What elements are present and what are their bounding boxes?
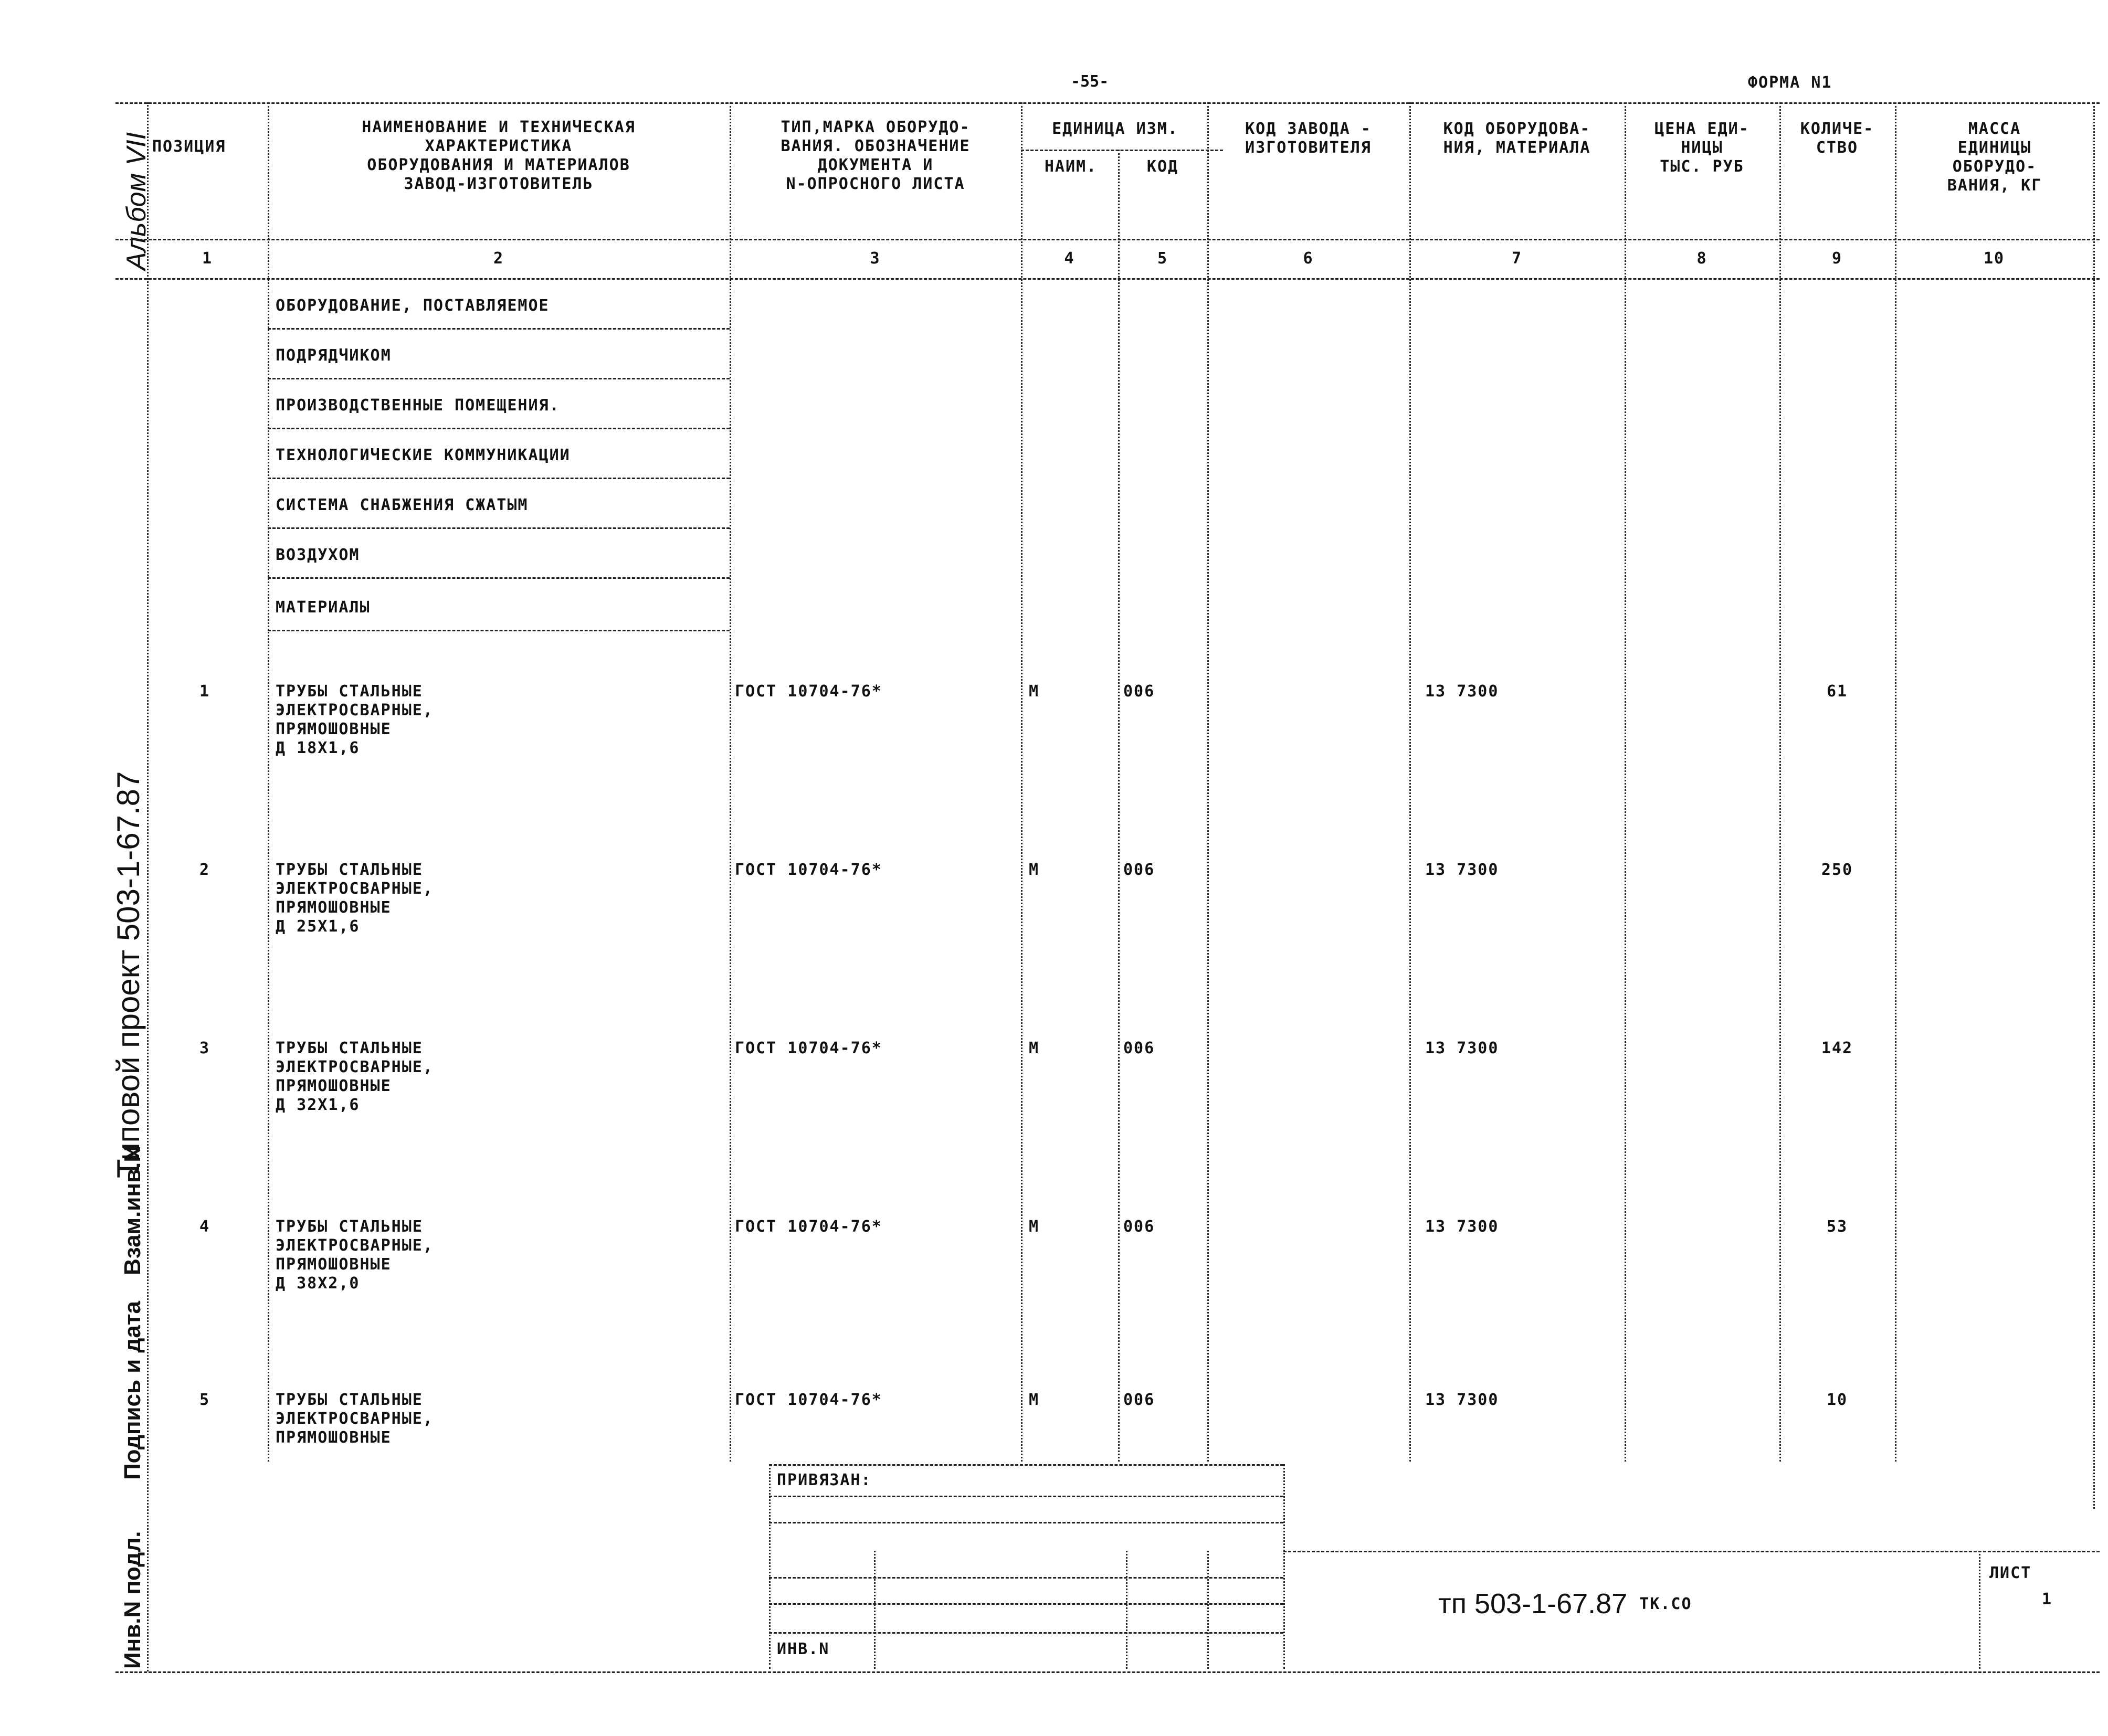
header-bottom-border: [115, 239, 2100, 240]
stamp-line: [769, 1496, 1283, 1497]
col-divider-4: [1118, 150, 1120, 1462]
stamp-line: [769, 1632, 1283, 1634]
col-border-left: [147, 102, 149, 1671]
section-sep: [268, 478, 730, 479]
page-bottom-border: [115, 1671, 2100, 1673]
section-heading: ВОЗДУХОМ: [276, 546, 360, 564]
stamp-sheet-number: 1: [2042, 1590, 2053, 1608]
table-top-border: [115, 102, 2100, 104]
doc-code-suffix: ТК.СО: [1639, 1595, 1692, 1613]
item-doc: ГОСТ 10704-76*: [735, 1218, 882, 1236]
section-sep: [268, 328, 730, 330]
colnum-8: 8: [1696, 249, 1708, 268]
side-label-stamp2: Подпись и дата: [120, 1301, 145, 1480]
header-position: ПОЗИЦИЯ: [152, 137, 226, 156]
header-factory-code: КОД ЗАВОДА - ИЗГОТОВИТЕЛЯ: [1245, 120, 1372, 157]
section-heading: ПРОИЗВОДСТВЕННЫЕ ПОМЕЩЕНИЯ.: [276, 396, 560, 415]
item-material-code: 13 7300: [1425, 1218, 1499, 1236]
col-divider-6: [1409, 102, 1411, 1462]
page-number: -55-: [1071, 72, 1109, 91]
colnum-3: 3: [870, 249, 881, 268]
col-divider-7: [1625, 102, 1626, 1462]
item-unit-code: 006: [1123, 682, 1155, 701]
stamp-divider: [1126, 1551, 1127, 1669]
header-quantity: КОЛИЧЕ- СТВО: [1800, 120, 1874, 157]
side-label-project: Типовой проект 503-1-67.87: [111, 771, 146, 1178]
header-price: ЦЕНА ЕДИ- НИЦЫ ТЫС. РУБ: [1654, 120, 1749, 176]
stamp-line: [769, 1577, 1283, 1579]
item-unit-code: 006: [1123, 1039, 1155, 1057]
header-unit-code: КОД: [1146, 157, 1179, 176]
stamp-divider: [1207, 1551, 1209, 1669]
item-quantity: 53: [1826, 1218, 1848, 1236]
col-divider-9: [1895, 102, 1896, 1462]
section-heading: ТЕХНОЛОГИЧЕСКИЕ КОММУНИКАЦИИ: [276, 446, 571, 464]
item-quantity: 61: [1826, 682, 1848, 701]
item-doc: ГОСТ 10704-76*: [735, 1039, 882, 1057]
colnum-2: 2: [493, 249, 504, 268]
colnum-bottom-border: [115, 278, 2100, 280]
col-divider-5: [1207, 102, 1209, 1462]
stamp-line: [769, 1464, 1283, 1466]
item-name: ТРУБЫ СТАЛЬНЫЕ ЭЛЕКТРОСВАРНЫЕ, ПРЯМОШОВНЫЕ Д 32Х1,6: [276, 1039, 434, 1114]
colnum-9: 9: [1831, 249, 1843, 268]
header-unit: ЕДИНИЦА ИЗМ.: [1052, 120, 1178, 138]
item-unit: М: [1029, 1391, 1040, 1409]
stamp-line: [769, 1603, 1283, 1605]
stamp-divider: [1283, 1464, 1285, 1669]
item-doc: ГОСТ 10704-76*: [735, 682, 882, 701]
col-divider-8: [1779, 102, 1781, 1462]
side-label-stamp1: Взам.инв.N: [120, 1146, 145, 1275]
section-sep: [268, 378, 730, 379]
doc-code-text: тп 503-1-67.87: [1438, 1588, 1628, 1619]
item-unit-code: 006: [1123, 861, 1155, 879]
stamp-divider: [1979, 1551, 1980, 1669]
side-label-album: Альбом VII: [121, 132, 152, 270]
item-doc: ГОСТ 10704-76*: [735, 861, 882, 879]
item-doc: ГОСТ 10704-76*: [735, 1391, 882, 1409]
item-unit: М: [1029, 682, 1040, 701]
colnum-4: 4: [1064, 249, 1075, 268]
item-material-code: 13 7300: [1425, 1039, 1499, 1057]
header-unit-name: НАИМ.: [1044, 157, 1098, 176]
colnum-7: 7: [1511, 249, 1523, 268]
header-mass: МАССА ЕДИНИЦЫ ОБОРУДО- ВАНИЯ, КГ: [1947, 120, 2042, 195]
item-material-code: 13 7300: [1425, 1391, 1499, 1409]
item-name: ТРУБЫ СТАЛЬНЫЕ ЭЛЕКТРОСВАРНЫЕ, ПРЯМОШОВНЫЕ Д 18Х1,6: [276, 682, 434, 757]
units-split-line: [1021, 150, 1223, 151]
stamp-line: [1283, 1551, 2100, 1552]
colnum-5: 5: [1157, 249, 1168, 268]
item-material-code: 13 7300: [1425, 682, 1499, 701]
section-heading: ОБОРУДОВАНИЕ, ПОСТАВЛЯЕМОЕ: [276, 297, 550, 315]
section-heading: ПОДРЯДЧИКОМ: [276, 346, 392, 365]
col-divider-1: [268, 102, 269, 1462]
col-border-right: [2093, 102, 2095, 1509]
section-sep: [268, 577, 730, 579]
item-unit: М: [1029, 1218, 1040, 1236]
item-quantity: 142: [1821, 1039, 1853, 1057]
section-sep: [268, 527, 730, 529]
item-unit-code: 006: [1123, 1218, 1155, 1236]
colnum-6: 6: [1303, 249, 1314, 268]
col-divider-3: [1021, 102, 1023, 1462]
stamp-line: [769, 1522, 1283, 1523]
item-material-code: 13 7300: [1425, 861, 1499, 879]
item-position: 3: [199, 1039, 210, 1057]
item-position: 1: [199, 682, 210, 701]
form-label: ФОРМА N1: [1748, 73, 1832, 92]
item-position: 5: [199, 1391, 210, 1409]
header-name: НАИМЕНОВАНИЕ И ТЕХНИЧЕСКАЯ ХАРАКТЕРИСТИКА ОБОРУДОВАНИЯ И МАТЕРИАЛОВ ЗАВОД-ИЗГОТОВИТЕЛЬ: [362, 118, 636, 193]
colnum-1: 1: [202, 249, 213, 268]
item-name: ТРУБЫ СТАЛЬНЫЕ ЭЛЕКТРОСВАРНЫЕ, ПРЯМОШОВНЫЕ Д 25Х1,6: [276, 861, 434, 936]
stamp-divider: [769, 1464, 771, 1669]
section-heading: МАТЕРИАЛЫ: [276, 598, 371, 617]
stamp-linked-label: ПРИВЯЗАН:: [777, 1471, 872, 1489]
item-position: 4: [199, 1218, 210, 1236]
item-position: 2: [199, 861, 210, 879]
col-divider-2: [730, 102, 731, 1462]
header-type: ТИП,МАРКА ОБОРУДО- ВАНИЯ. ОБОЗНАЧЕНИЕ ДОКУМЕНТА И N-ОПРОСНОГО ЛИСТА: [781, 118, 971, 193]
item-quantity: 250: [1821, 861, 1853, 879]
header-material-code: КОД ОБОРУДОВА- НИЯ, МАТЕРИАЛА: [1443, 120, 1591, 157]
colnum-10: 10: [1983, 249, 2005, 268]
stamp-doc-code: [1438, 1587, 1692, 1620]
stamp-sheet-label: ЛИСТ: [1989, 1564, 2032, 1582]
side-label-stamp3: Инв.N подл.: [120, 1531, 145, 1669]
stamp-inv-label: ИНВ.N: [777, 1640, 830, 1658]
item-unit: М: [1029, 1039, 1040, 1057]
item-name: ТРУБЫ СТАЛЬНЫЕ ЭЛЕКТРОСВАРНЫЕ, ПРЯМОШОВНЫЕ Д 38Х2,0: [276, 1218, 434, 1293]
item-quantity: 10: [1826, 1391, 1848, 1409]
item-unit: М: [1029, 861, 1040, 879]
item-name: ТРУБЫ СТАЛЬНЫЕ ЭЛЕКТРОСВАРНЫЕ, ПРЯМОШОВНЫЕ: [276, 1391, 434, 1447]
stamp-divider: [874, 1551, 876, 1669]
section-heading: СИСТЕМА СНАБЖЕНИЯ СЖАТЫМ: [276, 496, 529, 514]
section-sep: [268, 630, 730, 631]
item-unit-code: 006: [1123, 1391, 1155, 1409]
section-sep: [268, 428, 730, 429]
